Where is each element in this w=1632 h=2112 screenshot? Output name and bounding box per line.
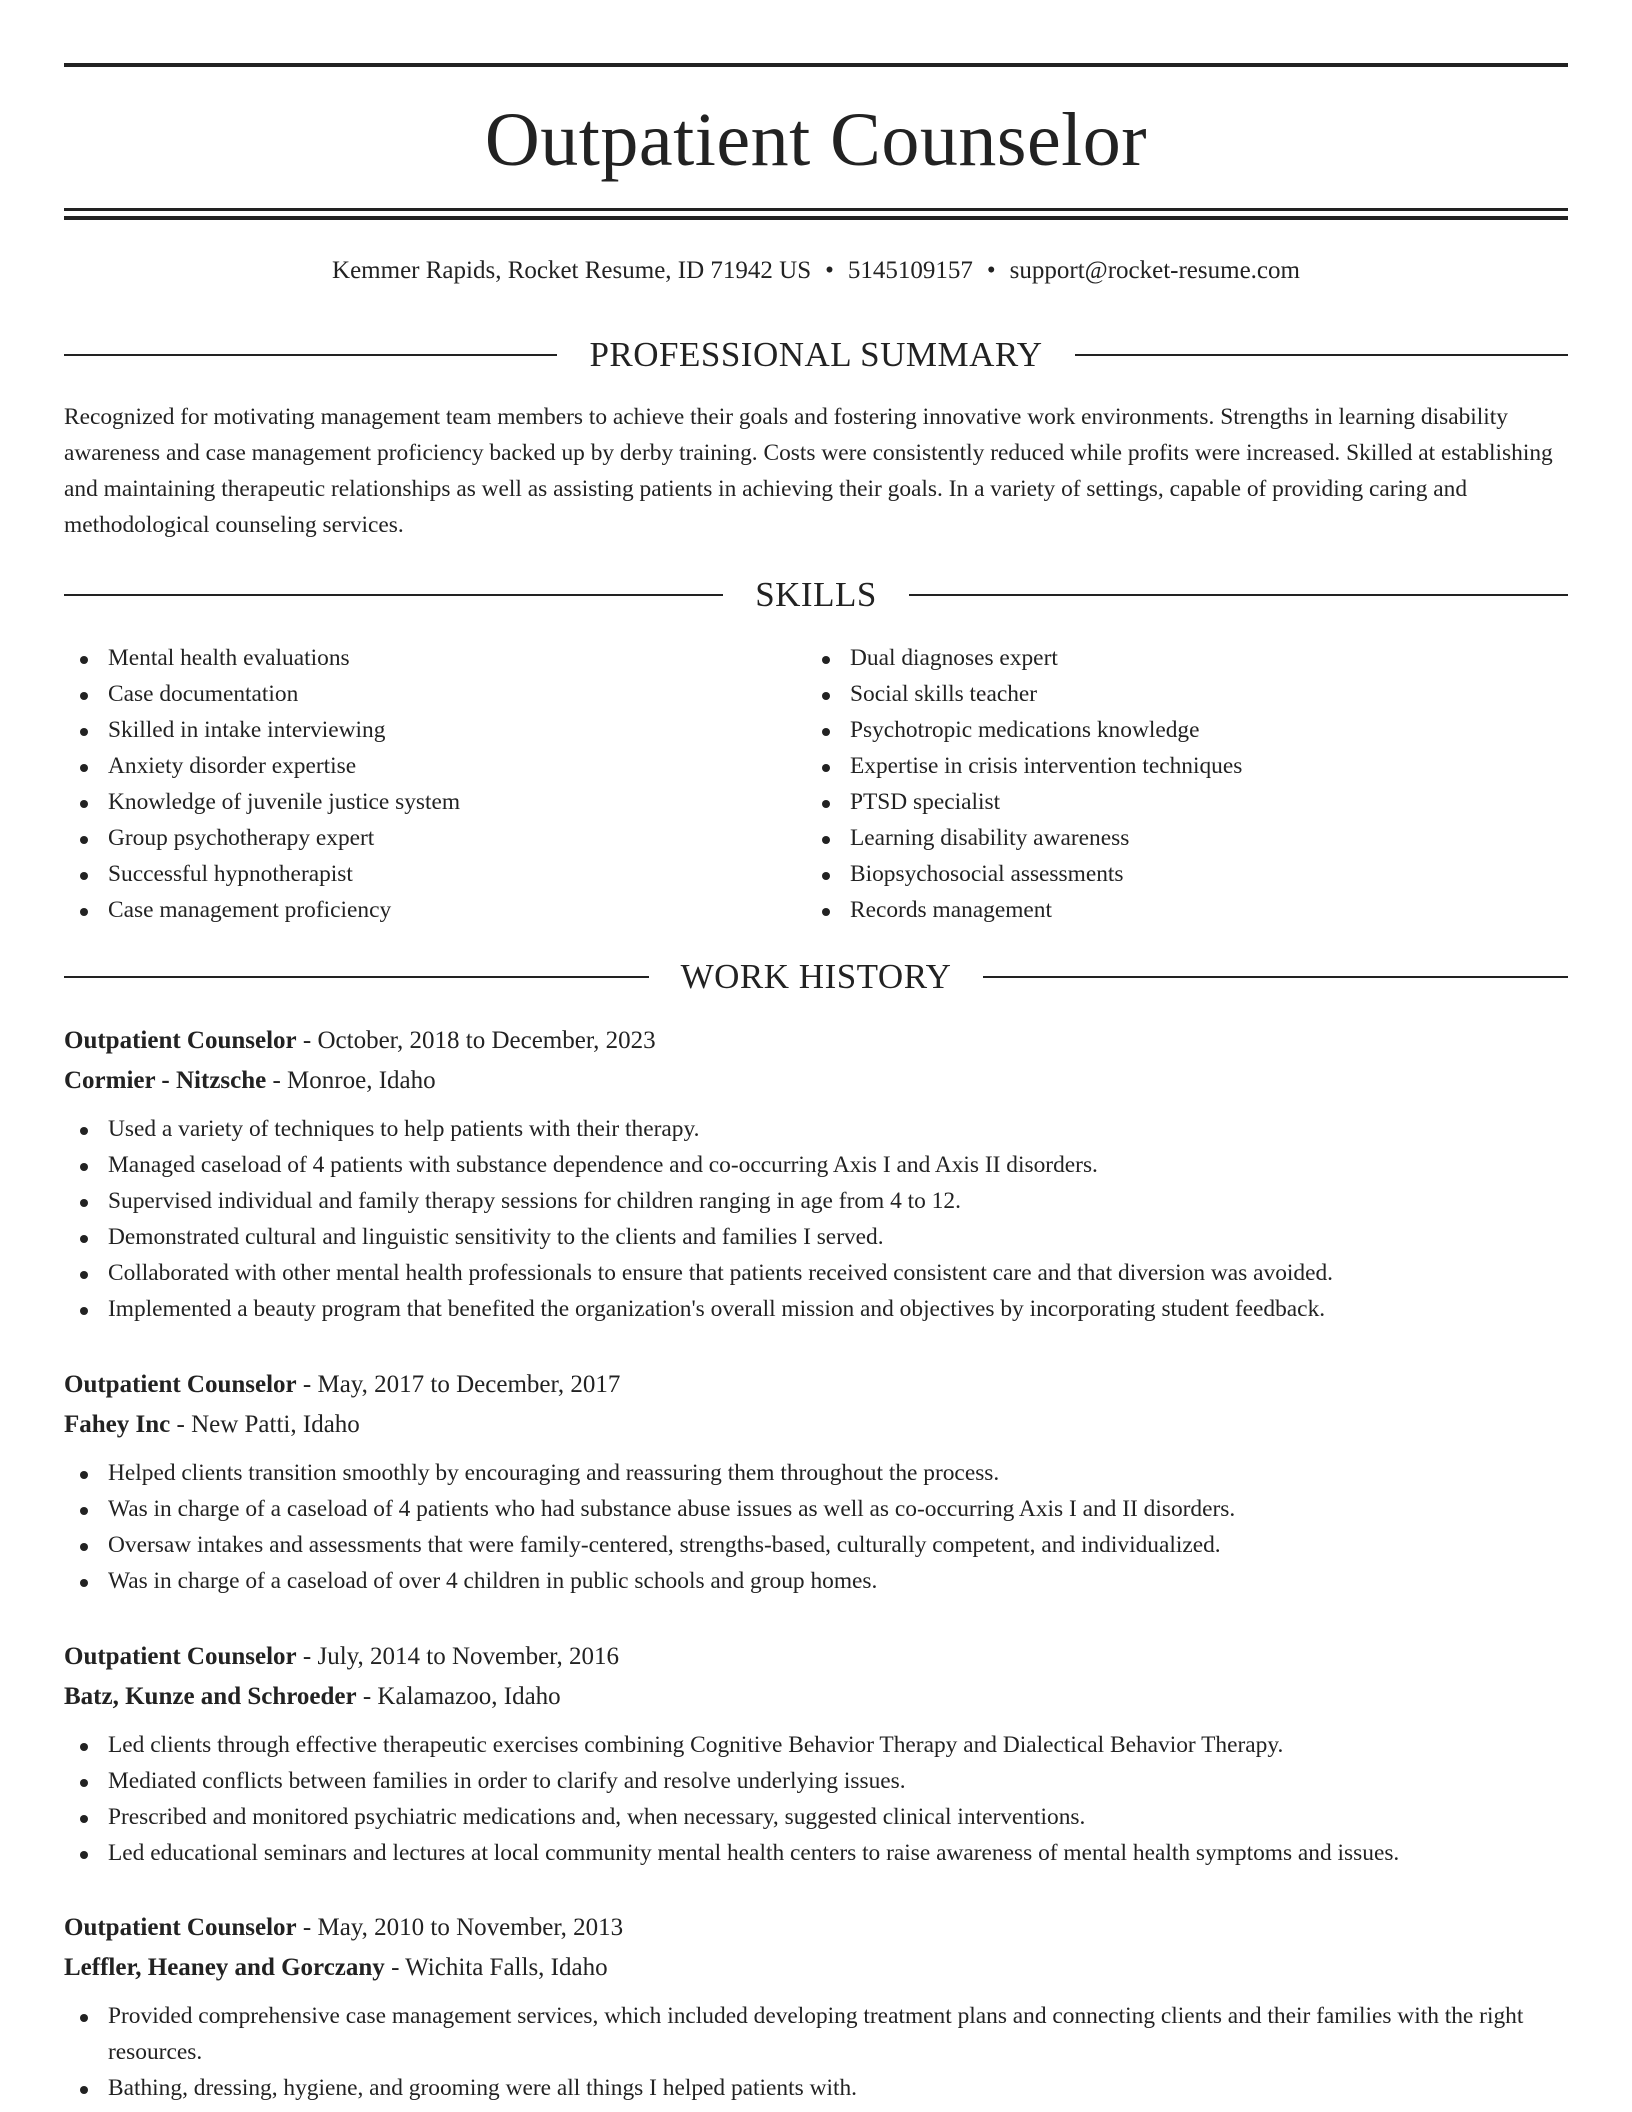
heading-rule — [909, 594, 1568, 596]
job-bullet: Managed caseload of 4 patients with substance dependence and co-occurring Axis I and Axis II disorders. — [64, 1147, 1568, 1183]
job-entry — [64, 1365, 1568, 1599]
job-company: Cormier - Nitzsche — [64, 1067, 267, 1094]
skill-item: Records management — [806, 892, 1548, 928]
skill-item: Knowledge of juvenile justice system — [64, 784, 806, 820]
job-company: Fahey Inc — [64, 1411, 171, 1438]
contact-line — [64, 254, 1568, 288]
job-title: Outpatient Counselor — [64, 1914, 297, 1941]
job-dates: - May, 2017 to December, 2017 — [296, 1371, 621, 1398]
top-rule — [64, 63, 1568, 67]
skills-list — [64, 640, 1568, 928]
work-history-heading-text: WORK HISTORY — [680, 957, 952, 996]
job-bullets — [64, 1998, 1568, 2106]
job-bullet: Was in charge of a caseload of over 4 children in public schools and group homes. — [64, 1563, 1568, 1599]
job-bullet: Demonstrated cultural and linguistic sensitivity to the clients and families I served. — [64, 1219, 1568, 1255]
contact-phone: 5145109157 — [847, 257, 973, 284]
job-location: - Kalamazoo, Idaho — [356, 1683, 561, 1710]
job-dates: - October, 2018 to December, 2023 — [296, 1027, 656, 1054]
skill-item: Learning disability awareness — [806, 820, 1548, 856]
work-history-heading — [64, 955, 1568, 999]
job-title-line — [64, 1021, 1568, 1061]
skill-item: Psychotropic medications knowledge — [806, 712, 1548, 748]
job-dates: - May, 2010 to November, 2013 — [296, 1914, 624, 1941]
skill-item: Mental health evaluations — [64, 640, 806, 676]
job-title-line — [64, 1637, 1568, 1677]
contact-separator: • — [986, 257, 996, 284]
job-bullet: Helped clients transition smoothly by encouraging and reassuring them throughout the process. — [64, 1455, 1568, 1491]
job-bullets — [64, 1455, 1568, 1599]
professional-summary: Recognized for motivating management team members to achieve their goals and fostering innovative work environments. Strengths in learning disability awareness and case management proficiency backed up by derby training. Costs were consistently reduced while profits were increased. Skilled at establishing and maintaining therapeutic relationships as well as assisting patients in achieving their goals. In a variety of settings, capable of providing caring and methodological counseling services. — [64, 404, 1553, 538]
job-bullet: Mediated conflicts between families in order to clarify and resolve underlying issues. — [64, 1763, 1568, 1799]
skill-item: Social skills teacher — [806, 676, 1548, 712]
heading-rule — [64, 354, 557, 356]
job-title: Outpatient Counselor — [64, 1643, 297, 1670]
skill-item: PTSD specialist — [806, 784, 1548, 820]
job-company-line — [64, 1061, 1568, 1101]
job-location: - Wichita Falls, Idaho — [384, 1954, 608, 1981]
job-bullet: Was in charge of a caseload of 4 patients who had substance abuse issues as well as co-occurring Axis I and II disorders. — [64, 1491, 1568, 1527]
job-company-line — [64, 1677, 1568, 1717]
job-company: Leffler, Heaney and Gorczany — [64, 1954, 385, 1981]
skill-item: Expertise in crisis intervention techniques — [806, 748, 1548, 784]
skills-heading-text: SKILLS — [755, 575, 877, 614]
contact-email: support@rocket-resume.com — [1009, 257, 1300, 284]
skill-item: Case documentation — [64, 676, 806, 712]
skills-column-left — [64, 640, 806, 928]
skills-heading — [64, 573, 1568, 617]
job-bullet: Supervised individual and family therapy sessions for children ranging in age from 4 to 12. — [64, 1183, 1568, 1219]
job-bullet: Prescribed and monitored psychiatric medications and, when necessary, suggested clinical interventions. — [64, 1799, 1568, 1835]
job-bullets — [64, 1727, 1568, 1871]
skill-item: Anxiety disorder expertise — [64, 748, 806, 784]
job-title: Outpatient Counselor — [64, 1371, 297, 1398]
resume-title: Outpatient Counselor — [484, 98, 1148, 182]
job-title-line — [64, 1908, 1568, 1948]
job-bullet: Led clients through effective therapeutic exercises combining Cognitive Behavior Therapy and Dialectical Behavior Therapy. — [64, 1727, 1568, 1763]
title-double-rule — [64, 208, 1568, 220]
summary-heading — [64, 333, 1568, 377]
heading-rule — [983, 976, 1568, 978]
job-bullet: Oversaw intakes and assessments that were family-centered, strengths-based, culturally competent, and individualized. — [64, 1527, 1568, 1563]
job-bullet: Collaborated with other mental health professionals to ensure that patients received consistent care and that diversion was avoided. — [64, 1255, 1568, 1291]
heading-rule — [64, 594, 723, 596]
contact-address: Kemmer Rapids, Rocket Resume, ID 71942 US — [332, 257, 812, 284]
contact-separator: • — [825, 257, 834, 284]
skill-item: Case management proficiency — [64, 892, 806, 928]
job-entry — [64, 1908, 1568, 2106]
skills-column-right — [806, 640, 1548, 928]
job-location: - New Patti, Idaho — [170, 1411, 360, 1438]
skill-item: Biopsychosocial assessments — [806, 856, 1548, 892]
job-company-line — [64, 1948, 1568, 1988]
summary-heading-text: PROFESSIONAL SUMMARY — [589, 335, 1043, 374]
skill-item: Dual diagnoses expert — [806, 640, 1548, 676]
job-bullet: Used a variety of techniques to help patients with their therapy. — [64, 1111, 1568, 1147]
job-entry — [64, 1021, 1568, 1327]
job-bullet: Bathing, dressing, hygiene, and grooming were all things I helped patients with. — [64, 2070, 1568, 2106]
resume-page — [64, 0, 1568, 2112]
skill-item: Group psychotherapy expert — [64, 820, 806, 856]
job-company-line — [64, 1405, 1568, 1445]
skill-item: Skilled in intake interviewing — [64, 712, 806, 748]
job-location: - Monroe, Idaho — [266, 1067, 436, 1094]
heading-rule — [1075, 354, 1568, 356]
job-entry — [64, 1637, 1568, 1871]
heading-rule — [64, 976, 649, 978]
skill-item: Successful hypnotherapist — [64, 856, 806, 892]
job-bullet: Provided comprehensive case management services, which included developing treatment plans and connecting clients and their families with the right resources. — [64, 1998, 1568, 2070]
job-dates: - July, 2014 to November, 2016 — [296, 1643, 619, 1670]
job-company: Batz, Kunze and Schroeder — [64, 1683, 357, 1710]
job-bullet: Led educational seminars and lectures at local community mental health centers to raise awareness of mental health symptoms and issues. — [64, 1835, 1568, 1871]
job-bullets — [64, 1111, 1568, 1327]
job-bullet: Implemented a beauty program that benefited the organization's overall mission and objectives by incorporating student feedback. — [64, 1291, 1568, 1327]
job-title-line — [64, 1365, 1568, 1405]
job-title: Outpatient Counselor — [64, 1027, 297, 1054]
